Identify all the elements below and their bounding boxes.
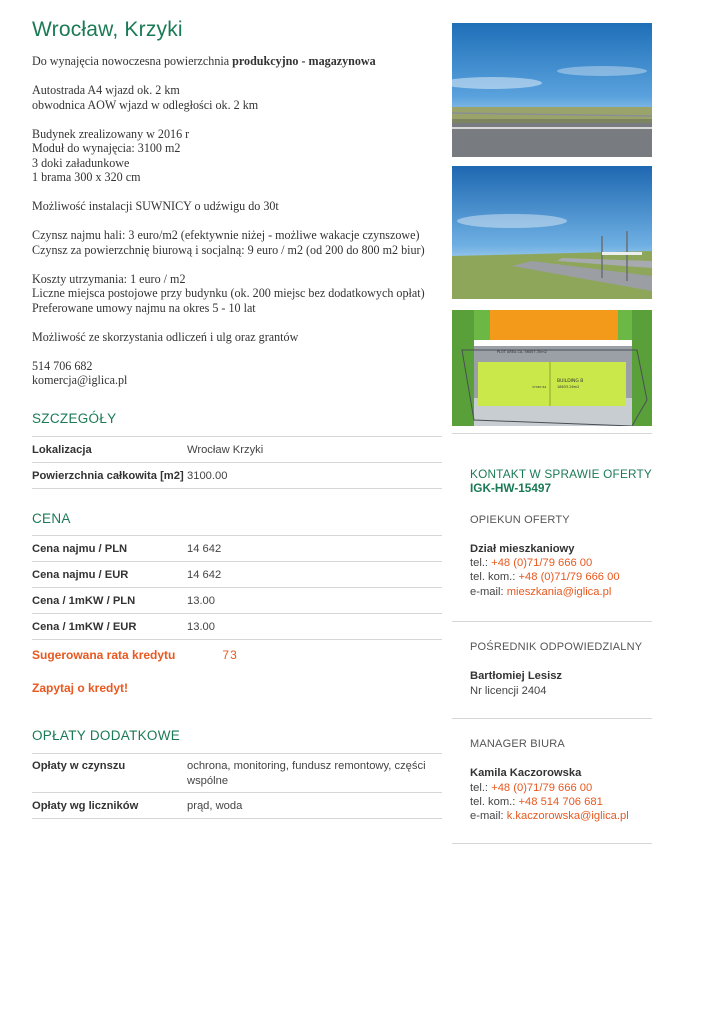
fees-table [32, 753, 442, 819]
mobile-label: tel. kom.: [470, 571, 516, 584]
description [32, 54, 447, 402]
ask-credit-link[interactable]: Zapytaj o kredyt! [32, 681, 129, 695]
manager-label: MANAGER BIURA [470, 738, 565, 750]
divider [452, 433, 652, 434]
property-photo-1[interactable] [452, 23, 652, 157]
contact-heading: KONTAKT W SPRAWIE OFERTY [470, 467, 652, 481]
phone-link[interactable]: +48 (0)71/79 666 00 [491, 781, 593, 794]
page-title: Wrocław, Krzyki [32, 18, 183, 41]
details-heading: SZCZEGÓŁY [32, 411, 117, 426]
price-table [32, 535, 442, 640]
row-key: Opłaty wg liczników [32, 799, 139, 812]
desc-paragraph: Czynsz najmu hali: 3 euro/m2 (efektywnie niżej - możliwe wakacje czynszowe) Czynsz za powierzchnię biurową i socjalną: 9 euro / m2 (od 200 do 800 m2 biur) [32, 228, 425, 257]
table-row [32, 463, 442, 489]
desc-paragraph: Koszty utrzymania: 1 euro / m2 Liczne miejsca postojowe przy budynku (ok. 200 miejsc bez dodatkowych opłat) Preferowane umowy najmu na okres 5 - 10 lat [32, 271, 425, 315]
manager-block [470, 737, 660, 823]
desc-contact: 514 706 682 komercja@iglica.pl [32, 358, 128, 387]
table-row [32, 588, 442, 614]
caretaker-label: OPIEKUN OFERTY [470, 513, 570, 526]
details-table [32, 436, 442, 489]
row-key: Cena najmu / PLN [32, 542, 128, 555]
site-plan-image [452, 310, 652, 426]
broker-block [470, 640, 660, 698]
property-photo-2[interactable] [452, 166, 652, 299]
desc-paragraph: Możliwość ze skorzystania odliczeń i ulg oraz grantów [32, 329, 299, 344]
row-value: 13.00 [187, 594, 215, 607]
plan-building-label: BUILDING B [557, 379, 584, 384]
contact-block [470, 467, 660, 599]
mobile-link[interactable]: +48 (0)71/79 666 00 [518, 571, 620, 584]
desc-intro-text: Do wynajęcia nowoczesna powierzchnia [32, 54, 233, 68]
manager-name: Kamila Kaczorowska [470, 767, 582, 780]
email-link[interactable]: mieszkania@iglica.pl [506, 585, 612, 598]
row-value: 13.00 [187, 620, 215, 633]
photo-interchange-image [452, 166, 652, 299]
suggested-loan-rate [32, 648, 238, 662]
divider [452, 718, 652, 719]
site-plan[interactable] [452, 310, 652, 426]
fees-heading: OPŁATY DODATKOWE [32, 728, 181, 743]
mobile-label: tel. kom.: [470, 795, 516, 808]
row-value: 14 642 [187, 542, 222, 555]
divider [452, 621, 652, 622]
plan-area-label: 18633.26m2 [557, 385, 580, 389]
manager-mobile [470, 795, 660, 809]
row-value: 3100.00 [187, 469, 228, 482]
table-row [32, 614, 442, 640]
desc-paragraph: Możliwość instalacji SUWNICY o udźwigu do 30t [32, 199, 279, 213]
row-key: Powierzchnia całkowita [m2] [32, 469, 184, 482]
manager-tel [470, 781, 660, 795]
row-key: Lokalizacja [32, 443, 92, 456]
suggested-loan-value: 73 [222, 648, 238, 662]
row-value: ochrona, monitoring, fundusz remontowy, części wspólne [187, 760, 426, 787]
plan-dim-label: 37087.62 [532, 385, 547, 389]
photo-road-image [452, 23, 652, 157]
broker-name: Bartłomiej Lesisz [470, 670, 563, 683]
divider [452, 843, 652, 844]
email-label: e-mail: [470, 810, 504, 823]
phone-link[interactable]: +48 (0)71/79 666 00 [491, 557, 593, 570]
table-row [32, 754, 442, 793]
table-row [32, 536, 442, 562]
email-label: e-mail: [470, 585, 504, 598]
price-heading: CENA [32, 511, 71, 526]
table-row [32, 793, 442, 819]
row-key: Cena najmu / EUR [32, 568, 129, 581]
caretaker-tel [470, 556, 660, 570]
offer-code: IGK-HW-15497 [470, 481, 552, 496]
desc-paragraph: Autostrada A4 wjazd ok. 2 km obwodnica AOW wjazd w odległości ok. 2 km [32, 83, 259, 112]
table-row [32, 437, 442, 463]
manager-email [470, 809, 660, 823]
caretaker-email [470, 585, 660, 599]
row-value: Wrocław Krzyki [187, 443, 264, 456]
tel-label: tel.: [470, 781, 489, 794]
row-value: 14 642 [187, 568, 222, 581]
desc-paragraph: Budynek zrealizowany w 2016 r Moduł do wynajęcia: 3100 m2 3 doki załadunkowe 1 brama 300 x 320 cm [32, 126, 190, 184]
row-key: Opłaty w czynszu [32, 760, 126, 772]
desc-intro [32, 54, 447, 69]
caretaker-mobile [470, 570, 660, 584]
broker-license: Nr licencji 2404 [470, 684, 547, 697]
plan-plot-label: PLOT AREA CA. 56007.35m2 [497, 350, 547, 354]
table-row [32, 562, 442, 588]
caretaker-name: Dział mieszkaniowy [470, 542, 575, 555]
email-link[interactable]: k.kaczorowska@iglica.pl [506, 810, 629, 823]
desc-intro-bold: produkcyjno - magazynowa [232, 54, 376, 68]
broker-label: POŚREDNIK ODPOWIEDZIALNY [470, 641, 643, 653]
tel-label: tel.: [470, 557, 489, 570]
row-value: prąd, woda [187, 799, 243, 812]
row-key: Cena / 1mKW / EUR [32, 620, 137, 633]
suggested-loan-label: Sugerowana rata kredytu [32, 648, 176, 662]
mobile-link[interactable]: +48 514 706 681 [518, 795, 603, 808]
row-key: Cena / 1mKW / PLN [32, 594, 136, 607]
